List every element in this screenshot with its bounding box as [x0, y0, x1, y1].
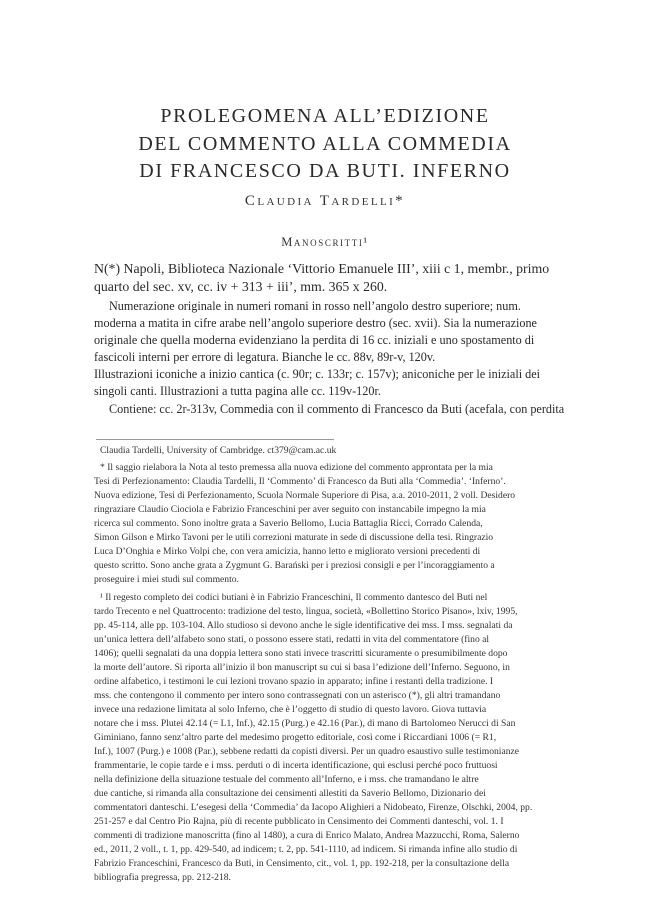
- manuscript-entry-line: quarto del sec. xv, cc. iv + 313 + iii’, mm. 365 x 260.: [94, 279, 388, 294]
- footnote-one-line: Inf.), 1007 (Purg.) e 1008 (Par.), sebbene redatti da copisti diversi. Per un quadro esaustivo sulle testimonianze: [94, 746, 520, 757]
- article-title-line-2: DEL COMMENTO ALLA COMMEDIA: [138, 133, 512, 155]
- footnote-one-line: 1406); quelli segnalati da una doppia lettera sono stati invece trascritti sicuramente o presumibilmente dopo: [94, 648, 508, 659]
- article-title-line-3: DI FRANCESCO DA BUTI. INFERNO: [139, 160, 511, 182]
- footnote-one-line: frammentarie, le copie tarde e i mss. perduti o di incerta identificazione, qui esclusi perché poco fruttuosi: [94, 760, 498, 771]
- footnote-affiliation: Claudia Tardelli, University of Cambridge. ct379@cam.ac.uk: [100, 445, 337, 456]
- footnote-star-line: ringraziare Claudio Ciociola e Fabrizio Franceschini per aver seguito con instancabile impegno la mia: [94, 504, 486, 515]
- footnote-one-line: Giminiano, fanno senz’altro parte del medesimo progetto editoriale, così come i Riccardiani 1006 (= R1,: [94, 732, 497, 743]
- footnote-one-line: 251-257 e dal Centro Pio Rajna, più di recente pubblicato in Censimento dei Commenti danteschi, vol. 1. I: [94, 816, 504, 827]
- footnote-one-line: nella definizione della situazione testuale del commento all’Inferno, e i mss. che tramandano le altre: [94, 774, 479, 785]
- footnote-star-line: questo scritto. Sono anche grata a Zygmunt G. Barański per i preziosi consigli e per l’incoraggiamento a: [94, 560, 495, 571]
- footnote-one-line: la morte dell’autore. Si riporta all’inizio il bon manuscript su cui si basa l’edizione dell’Inferno. Seguono, in: [94, 662, 510, 673]
- section-heading: Manoscritti¹: [281, 235, 369, 249]
- footnote-star-line: Tesi di Perfezionamento: Claudia Tardelli, Il ‘Commento’ di Francesco da Buti alla ‘Commedia’. ‘Inferno’.: [94, 476, 506, 487]
- footnote-one-line: notare che i mss. Plutei 42.14 (= L1, Inf.), 42.15 (Purg.) e 42.16 (Par.), di mano di Bartolomeo Nerucci di San: [94, 718, 516, 729]
- body-text-line: moderna a matita in cifre arabe nell’angolo superiore destro (sec. xvii). Sia la numerazione: [94, 316, 537, 330]
- footnote-one-line: ordine alfabetico, i testimoni le cui lezioni trovano spazio in apparato; infine i restanti della tradizione. I: [94, 676, 494, 687]
- footnote-star-line: Simon Gilson e Mirko Tavoni per le utili correzioni maturate in sede di discussione della tesi. Ringrazio: [94, 532, 494, 543]
- footnote-one-line: mss. che contengono il commento per intero sono contrassegnati con un asterisco (*), gli altri tramandano: [94, 690, 501, 701]
- footnote-star-line: Nuova edizione, Tesi di Perfezionamento, Scuola Normale Superiore di Pisa, a.a. 2010-2011, 2 voll. Desidero: [94, 490, 516, 501]
- footnote-one-line: commentatori danteschi. L’esegesi della ‘Commedia’ da Iacopo Alighieri a Nidobeato, Firenze, Olschki, 2004, pp.: [94, 802, 533, 813]
- footnote-star-line: Luca D’Onghia e Mirko Volpi che, con vera amicizia, hanno letto e migliorato versioni precedenti di: [94, 546, 481, 557]
- body-text-line: originale che quella moderna evidenziano la perdita di 16 cc. iniziali e uno spostamento di: [94, 333, 535, 347]
- body-text-line: singoli canti. Illustrazioni a tutta pagina alle cc. 119v-120r.: [94, 384, 381, 398]
- footnote-star-line: * Il saggio rielabora la Nota al testo premessa alla nuova edizione del commento approntata per la mia: [100, 462, 493, 473]
- footnote-one-line: invece una redazione limitata al solo Inferno, che è l’oggetto di studio di questo lavoro. Giova tuttavia: [94, 704, 487, 715]
- footnote-one-line: un’unica lettera dell’alfabeto sono stati, o possono essere stati, redatti in vita del commentatore (fino al: [94, 634, 490, 645]
- footnote-one-line: Fabrizio Franceschini, Francesco da Buti, in Censimento, cit., vol. 1, pp. 192-218, per la consultazione della: [94, 858, 510, 869]
- body-text-line: Numerazione originale in numeri romani in rosso nell’angolo destro superiore; num.: [109, 299, 521, 313]
- footnote-one-line: ¹ Il regesto completo dei codici butiani è in Fabrizio Franceschini, Il commento dantesco del Buti nel: [100, 592, 488, 603]
- footnote-one-line: ed., 2011, 2 voll., t. 1, pp. 429-540, ad indicem; t. 2, pp. 541-1110, ad indicem. Si rimanda infine allo studio di: [94, 844, 518, 855]
- article-title-line-1: PROLEGOMENA ALL’EDIZIONE: [160, 105, 490, 127]
- footnote-star-line: proseguire i miei studi sul commento.: [94, 574, 239, 585]
- footnote-one-line: commenti di tradizione manoscritta (fino al 1480), a cura di Enrico Malato, Andrea Mazzucchi, Roma, Salerno: [94, 830, 520, 841]
- footnote-one-line: bibliografia pregressa, pp. 212-218.: [94, 872, 231, 883]
- body-text-line: Illustrazioni iconiche a inizio cantica (c. 90r; c. 133r; c. 157v); aniconiche per le iniziali dei: [94, 367, 541, 381]
- footnote-separator: [96, 439, 334, 440]
- footnote-star-line: ricerca sul commento. Sono inoltre grata a Saverio Bellomo, Lucia Battaglia Ricci, Corrado Calenda,: [94, 518, 483, 529]
- manuscript-entry-line: N(*) Napoli, Biblioteca Nazionale ‘Vittorio Emanuele III’, xiii c 1, membr., primo: [94, 261, 550, 276]
- footnote-one-line: pp. 45-114, alle pp. 103-104. Allo studioso si devono anche le sigle identificative dei mss. I mss. segnalati da: [94, 620, 513, 631]
- article-author: Claudia Tardelli*: [244, 193, 406, 209]
- footnote-one-line: due cantiche, si rimanda alla consultazione dei censimenti allestiti da Saverio Bellomo, Dizionario dei: [94, 788, 486, 799]
- body-text-line: fascicoli interni per errore di legatura. Bianche le cc. 88v, 89r-v, 120v.: [94, 350, 436, 364]
- footnote-one-line: tardo Trecento e nel Quattrocento: tradizione del testo, lingua, società, «Bollettino Storico Pisano», lxiv, 1995,: [94, 606, 518, 617]
- body-text-line: Contiene: cc. 2r-313v, Commedia con il commento di Francesco da Buti (acefala, con perdita: [109, 402, 565, 416]
